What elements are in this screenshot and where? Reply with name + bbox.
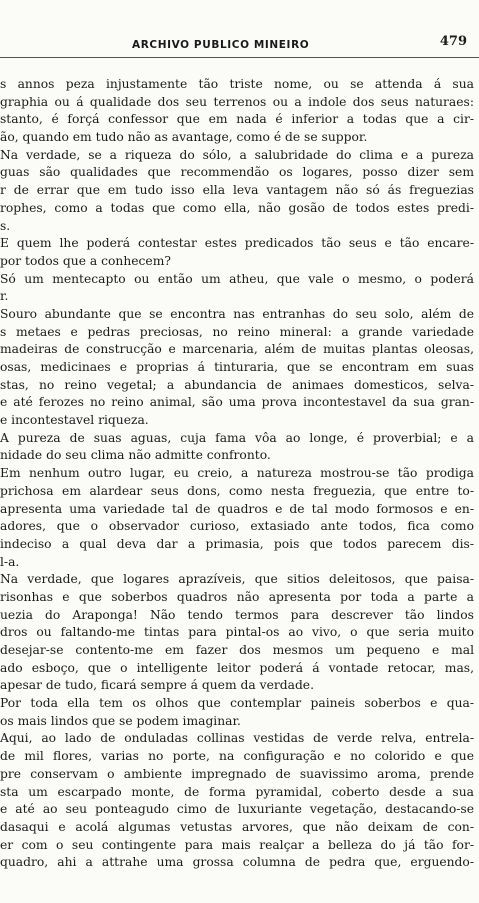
text-line: er com o seu contingente para mais realçar a belleza do já tão for-	[0, 837, 474, 852]
text-line: Souro abundante que se encontra nas entranhas do seu solo, além de	[0, 306, 474, 321]
text-line: por todos que a conhecem?	[0, 253, 171, 268]
text-line: e incontestavel riqueza.	[0, 413, 149, 428]
text-line: r.	[0, 289, 9, 304]
text-line: s annos peza injustamente tão triste nome, ou se attenda á sua	[0, 77, 474, 91]
text-line: Na verdade, que logares aprazíveis, que sitios deleitosos, que paisa-	[0, 572, 474, 587]
text-line: sta um escarpado monte, de forma pyramidal, coberto desde a sua	[0, 784, 474, 799]
text-line: risonhas e que soberbos quadros não apresenta por toda a parte a	[0, 589, 474, 604]
text-line: s metaes e pedras preciosas, no reino mineral: a grande variedade	[0, 324, 474, 339]
text-line: e até ao seu ponteagudo cimo de luxuriante vegetação, destacando-se	[0, 802, 474, 817]
text-line: E quem lhe poderá contestar estes predicados tão seus e tão encare-	[0, 236, 474, 251]
header-rule	[0, 57, 479, 58]
text-line: rophes, como a todas que como ella, não gosão de todos estes predi-	[0, 200, 474, 215]
text-line: quadro, ahi a attrahe uma grossa columna de pedra que, erguendo-	[0, 855, 474, 870]
text-line: apresenta uma variedade tal de quadros e de tal modo formosos e en-	[0, 501, 474, 516]
text-line: A pureza de suas aguas, cuja fama vôa ao longe, é proverbial; e a	[0, 430, 474, 445]
text-line: prichosa em alardear seus dons, como nesta freguezia, que entre to-	[0, 483, 474, 498]
text-line: e até ferozes no reino animal, são uma prova incontestavel da sua gran-	[0, 395, 474, 410]
text-line: adores, que o observador curioso, extasiado ante todos, fica como	[0, 519, 474, 534]
text-line: stas, no reino vegetal; a abundancia de animaes domesticos, selva-	[0, 377, 474, 392]
text-line: r de errar que em tudo isso ella leva vantagem não só ás freguezias	[0, 183, 474, 198]
text-line: l-a.	[0, 554, 20, 569]
text-line: Em nenhum outro lugar, eu creio, a natureza mostrou-se tão prodiga	[0, 466, 474, 481]
text-line: dasaqui e acolá algumas vetustas arvores, que não deixam de con-	[0, 819, 474, 834]
text-line: desejar-se contento-me em fazer dos mesmos um pequeno e mal	[0, 643, 474, 657]
text-line: de mil flores, varias no porte, na configuração e no colorido e que	[0, 749, 474, 764]
text-line: pre conservam o ambiente impregnado de suavissimo aroma, prende	[0, 766, 474, 781]
text-line: stanto, é forçá confessor que em nada é inferior a todas que a cir-	[0, 112, 474, 127]
page-number: 479	[439, 34, 467, 49]
running-head	[0, 34, 479, 54]
text-line: graphia ou á qualidade dos seu terrenos ou a indole dos seus naturaes:	[0, 94, 474, 109]
text-line: Na verdade, se a riqueza do sólo, a salubridade do clima e a pureza	[0, 147, 474, 162]
text-line: ado esboço, que o intelligente leitor poderá á vontade retocar, mas,	[0, 660, 474, 675]
text-line: Só um mentecapto ou então um atheu, que vale o mesmo, o poderá	[0, 271, 474, 286]
text-line: dros ou faltando-me tintas para pintal-os ao vivo, o que seria muito	[0, 625, 474, 640]
text-line: madeiras de construcção e marcenaria, além de muitas plantas oleosas,	[0, 342, 474, 357]
body-text	[0, 76, 474, 872]
text-line: os mais lindos que se podem imaginar.	[0, 713, 241, 728]
text-line: osas, medicinaes e proprias á tinturaria, que se encontram em suas	[0, 360, 474, 374]
text-line: s.	[0, 218, 11, 233]
text-line: apesar de tudo, ficará sempre á quem da verdade.	[0, 678, 314, 693]
text-line: ão, quando em tudo não as avantage, como é de se suppor.	[0, 130, 368, 145]
running-head-title: ARCHIVO PUBLICO MINEIRO	[132, 39, 310, 51]
text-line: nidade do seu clima não admitte confronto.	[0, 448, 271, 463]
text-line: Aqui, ao lado de onduladas collinas vestidas de verde relva, entrela-	[0, 731, 474, 746]
text-line: uezia do Araponga! Não tendo termos para descrever tão lindos	[0, 607, 474, 622]
text-line: indeciso a qual deva dar a primasia, pois que todos parecem dis-	[0, 536, 474, 551]
text-line: Por toda ella tem os olhos que contemplar paineis soberbos e qua-	[0, 696, 474, 711]
text-line: guas são qualidades que recommendão os logares, posso dizer sem	[0, 165, 474, 180]
